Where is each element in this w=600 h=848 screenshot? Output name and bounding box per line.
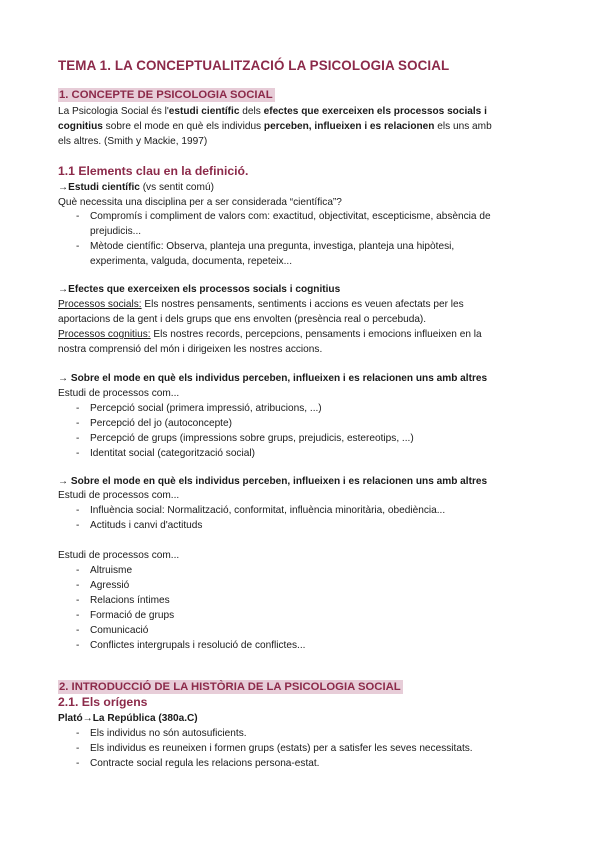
list-item-text: Percepció del jo (autoconcepte) bbox=[90, 418, 232, 429]
list-item-text: Percepció social (primera impressió, atribucions, ...) bbox=[90, 403, 322, 414]
cognitive-processes-line-1 bbox=[58, 327, 482, 342]
list-item bbox=[58, 431, 544, 446]
list-dash: - bbox=[76, 625, 80, 636]
list-dash: - bbox=[76, 241, 80, 252]
social-processes-line-2: aportacions de la gent i dels grups que ens envolten (presència real o percebuda). bbox=[58, 314, 427, 325]
list-item-text: Influència social: Normalització, conformitat, influència minoritària, obediència... bbox=[90, 505, 446, 516]
section-1-heading bbox=[58, 89, 275, 101]
list-item-text: Mètode científic: Observa, planteja una pregunta, investiga, planteja una hipòtesi, bbox=[90, 241, 455, 252]
list-item bbox=[58, 209, 544, 224]
definition-line-1 bbox=[58, 104, 487, 119]
list-dash: - bbox=[76, 565, 80, 576]
list-item bbox=[58, 756, 544, 771]
list-item-text: Conflictes intergrupals i resolució de conflictes... bbox=[90, 640, 306, 651]
list-dash: - bbox=[76, 418, 80, 429]
question-line: Què necessita una disciplina per a ser considerada “científica”? bbox=[58, 197, 342, 208]
list-dash: - bbox=[76, 448, 80, 459]
arrow-scientific-study bbox=[58, 180, 214, 195]
list-item-cont bbox=[58, 254, 544, 269]
definition-text-c: sobre el mode en què els individus bbox=[102, 121, 264, 132]
arrow-perception-heading: → Sobre el mode en què els individus perceben, influeixen i es relacionen uns amb altres bbox=[58, 373, 488, 384]
list-item-text: Relacions íntimes bbox=[90, 595, 170, 606]
definition-line-2 bbox=[58, 119, 492, 134]
list-item bbox=[58, 446, 544, 461]
list-item-text: Agressió bbox=[90, 580, 130, 591]
list-dash: - bbox=[76, 743, 80, 754]
list-item bbox=[58, 593, 544, 608]
subsection-1-1-heading: 1.1 Elements clau en la definició. bbox=[58, 164, 249, 178]
cognitive-processes-line-2: nostra comprensió del món i dirigeixen les nostres accions. bbox=[58, 344, 323, 355]
list-item-text: Percepció de grups (impressions sobre grups, prejudicis, estereotips, ...) bbox=[90, 433, 414, 444]
social-processes-text: Els nostres pensaments, sentiments i accions es veuen afectats per les bbox=[141, 299, 464, 310]
list-dash: - bbox=[76, 640, 80, 651]
definition-text-b: dels bbox=[239, 106, 264, 117]
list-item bbox=[58, 503, 544, 518]
list-item bbox=[58, 563, 544, 578]
list-item bbox=[58, 608, 544, 623]
arrow-scientific-rest: (vs sentit comú) bbox=[139, 182, 214, 193]
list-item-text: Altruisme bbox=[90, 565, 133, 576]
list-item bbox=[58, 401, 544, 416]
definition-line-3: els altres. (Smith y Mackie, 1997) bbox=[58, 136, 208, 147]
arrow-influence-heading: → Sobre el mode en què els individus perceben, influeixen i es relacionen uns amb altres bbox=[58, 476, 488, 487]
arrow-effects-heading: →Efectes que exerceixen els processos socials i cognitius bbox=[58, 284, 341, 295]
definition-bold-d: perceben, influeixen i es relacionen bbox=[263, 121, 435, 132]
list-item-text: Comunicació bbox=[90, 625, 149, 636]
definition-bold-b: efectes que exerceixen els processos socials i bbox=[263, 106, 487, 117]
list-item-text: Identitat social (categorització social) bbox=[90, 448, 255, 459]
list-item bbox=[58, 638, 544, 653]
cognitive-processes-text: Els nostres records, percepcions, pensaments i emocions influeixen en la bbox=[150, 329, 482, 340]
list-item bbox=[58, 518, 544, 533]
social-processes-line-1 bbox=[58, 297, 464, 312]
list-item bbox=[58, 578, 544, 593]
arrow-scientific-bold: →Estudi científic bbox=[58, 182, 140, 193]
list-item bbox=[58, 741, 544, 756]
list-item-text: Els individus es reuneixen i formen grups (estats) per a satisfer les seves necessitats. bbox=[90, 743, 473, 754]
definition-bold-a: estudi científic bbox=[168, 106, 240, 117]
list-dash: - bbox=[76, 758, 80, 769]
list-dash: - bbox=[76, 403, 80, 414]
list-dash: - bbox=[76, 728, 80, 739]
list-item bbox=[58, 239, 544, 254]
section-2-heading-text: 2. INTRODUCCIÓ DE LA HISTÒRIA DE LA PSICOLOGIA SOCIAL bbox=[59, 681, 401, 693]
section-1-heading-text: 1. CONCEPTE DE PSICOLOGIA SOCIAL bbox=[59, 89, 273, 101]
list-item bbox=[58, 623, 544, 638]
list-item-text: Compromís i compliment de valors com: exactitud, objectivitat, escepticisme, absència de bbox=[90, 211, 491, 222]
list-dash: - bbox=[76, 610, 80, 621]
definition-text-a: La Psicologia Social és l' bbox=[58, 106, 169, 117]
list-item-text: Els individus no són autosuficients. bbox=[90, 728, 247, 739]
document-title: TEMA 1. LA CONCEPTUALITZACIÓ LA PSICOLOGIA SOCIAL bbox=[58, 58, 450, 73]
list-dash: - bbox=[76, 520, 80, 531]
social-processes-label: Processos socials: bbox=[58, 299, 142, 310]
list-item bbox=[58, 726, 544, 741]
study-processes-1: Estudi de processos com... bbox=[58, 388, 180, 399]
list-dash: - bbox=[76, 211, 80, 222]
list-dash: - bbox=[76, 505, 80, 516]
list-item-text: prejudicis... bbox=[90, 226, 142, 237]
list-dash: - bbox=[76, 595, 80, 606]
list-item-text: Formació de grups bbox=[90, 610, 175, 621]
list-item-text: Actituds i canvi d'actituds bbox=[90, 520, 203, 531]
section-2-heading bbox=[58, 681, 403, 693]
subsection-2-1-heading: 2.1. Els orígens bbox=[58, 695, 148, 709]
list-item-cont bbox=[58, 224, 544, 239]
definition-bold-c: cognitius bbox=[58, 121, 103, 132]
plato-republic-line: Plató→La República (380a.C) bbox=[58, 713, 198, 724]
definition-text-d: els uns amb bbox=[434, 121, 492, 132]
list-item-text: experimenta, valguda, documenta, repeteix... bbox=[90, 256, 292, 267]
list-dash: - bbox=[76, 580, 80, 591]
study-processes-3: Estudi de processos com... bbox=[58, 550, 180, 561]
list-dash: - bbox=[76, 433, 80, 444]
list-item-text: Contracte social regula les relacions persona-estat. bbox=[90, 758, 320, 769]
cognitive-processes-label: Processos cognitius: bbox=[58, 329, 151, 340]
study-processes-2: Estudi de processos com... bbox=[58, 490, 180, 501]
list-item bbox=[58, 416, 544, 431]
